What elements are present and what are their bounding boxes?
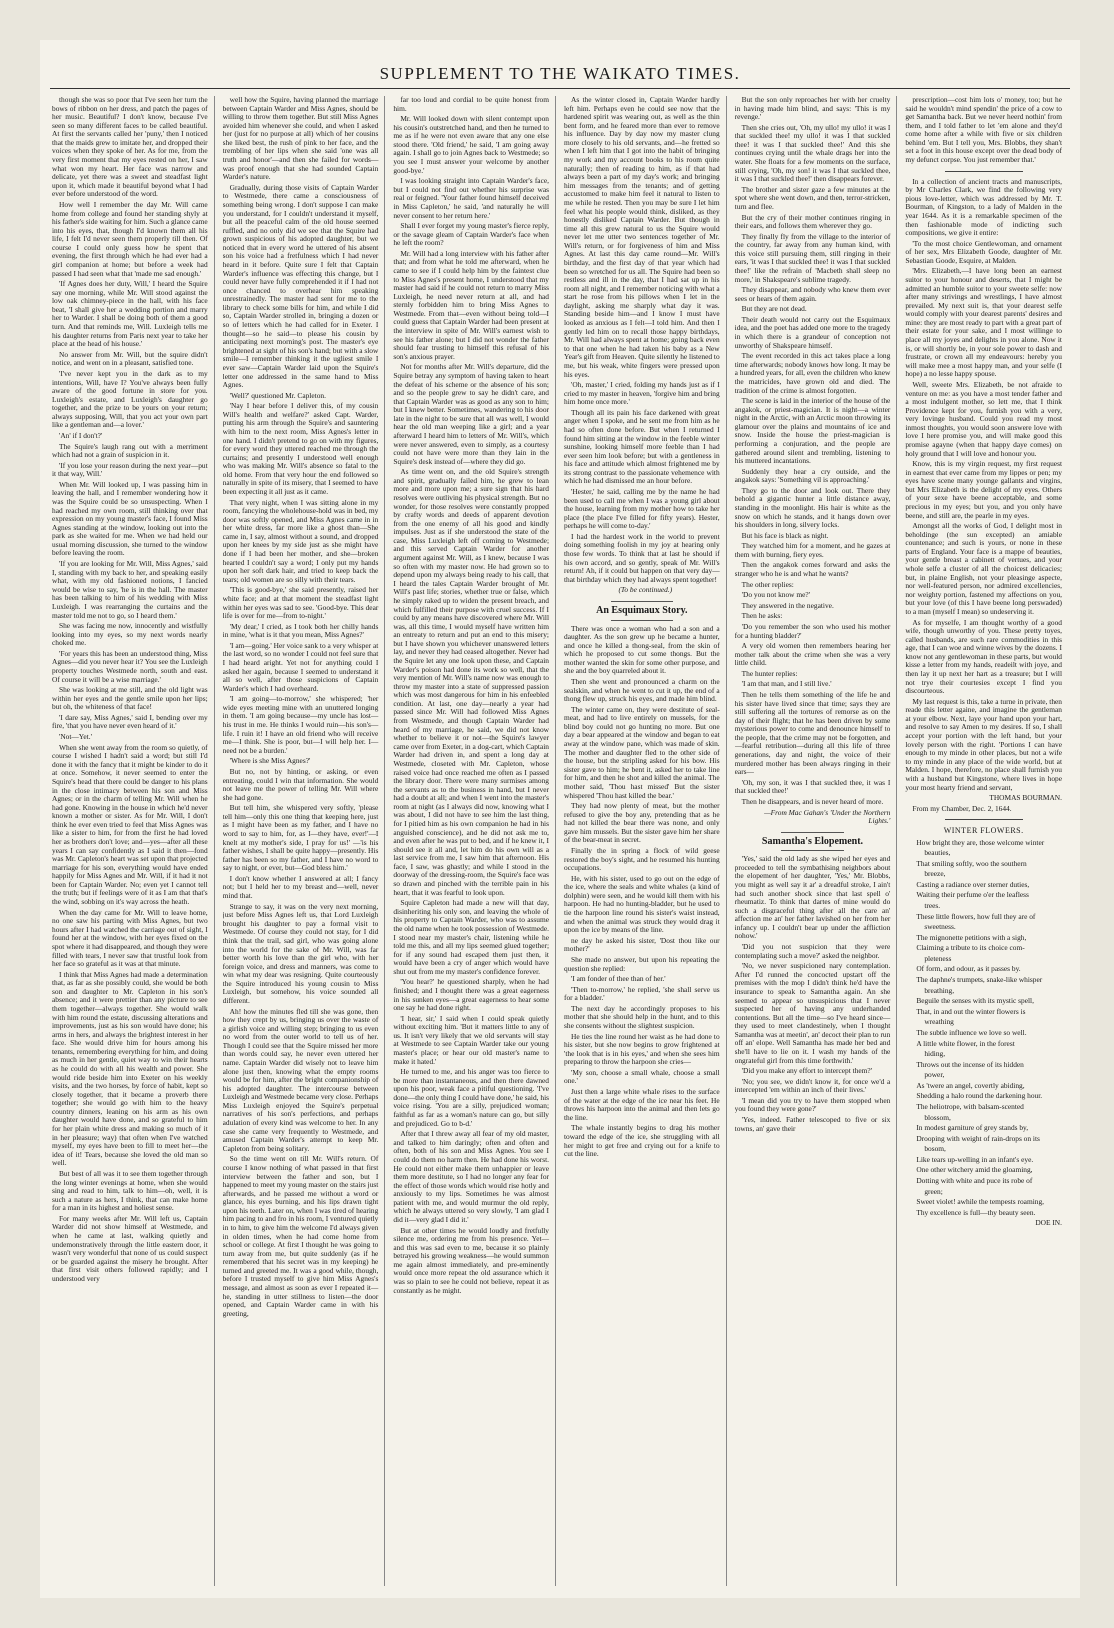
column-3 <box>393 96 556 1586</box>
paragraph: I was looking straight into Captain Warder's face, but I could not find out whether his surprise was real or feigned. 'Your father found himself deceived in Miss Capleton,' he said, 'and naturally he will never consent to her return here.' <box>393 176 549 220</box>
poem-line: That, in and out the winter flowers is <box>916 1006 1026 1016</box>
paragraph: I don't know whether I answered at all; I fancy not; but I held her to my breast and—well, never mind that. <box>222 873 379 901</box>
divider-rule <box>945 171 1023 172</box>
paragraph: 'Not—Yet.' <box>59 732 92 742</box>
paragraph: 'Do you not know me?' <box>741 590 811 600</box>
paragraph: 'I hear, sir,' I said when I could speak quietly without exciting him. 'But it matters little to any of us. It isn't very likely that we old servants will stay at Westmede to see Captain Warder take our young master's place; or hear our old master's name to make it hated.' <box>393 1013 549 1066</box>
poem-line: wreathing <box>924 1017 954 1027</box>
paragraph: Shall I ever forget my young master's fierce reply, or the savage gleam of Captain Warder's face when he left the room? <box>393 221 549 248</box>
paragraph: Suddenly they hear a cry outside, and the angakok says: 'Something vil is approaching.' <box>734 466 891 485</box>
paragraph: The brother and sister gaze a few minutes at the spot where she went down, and then, terror-stricken, turn and flee. <box>734 184 891 211</box>
poem-line: How bright they are, those welcome winter <box>916 837 1045 847</box>
paragraph: When she went away from the room so quietly, of course I wished I hadn't said a word; but still I'd done it with the fancy that it might be kinder to do it at once. Somehow, it never seemed to enter the Squire's head that there could be danger to his plans in the close intimacy between his son and Miss Agnes; or in the charm of telling Mr. Will when he had gone. Knowing in the house in which he'd never known a mother or sister. As for Mr. Will, I don't think he ever even tried to feel that Miss Agnes was like a sister to him, for from the first he had loved her as brothers don't love; and—yes—after all these years I can say confidently as I said it then—fond was Mr. Capleton's heart was set upon that projected marriage for his son, everything would have ended happily for Miss Agnes and Mr. Will, if it had it not been for Captain Warder. No; even yet I cannot tell the truth; but if feelings were of it as I am that that's the wind, sobbing on it's way across the heath. <box>52 742 208 907</box>
paragraph: 'My dear,' I cried, as I took both her chilly hands in mine, 'what is it that you mean, Miss Agnes?' <box>222 621 379 640</box>
paragraph: Then he asks: <box>741 611 783 621</box>
poem-line: Casting a radiance over sterner duties, <box>916 879 1030 889</box>
poem-line: Of form, and odour, as it passes by. <box>916 964 1021 974</box>
paragraph: But the son only reproaches her with her cruelty in having made him blind, and says: 'This is my revenge.' <box>734 96 891 122</box>
paragraph: But best of all was it to see them together through the long winter evenings at home, when she would sing and read to him, talk to him—oh, well, it is such a nature as hers, I think, that can make home for a man in its highest and holiest sense. <box>52 1168 208 1213</box>
paragraph: far too loud and cordial to be quite honest from him. <box>393 96 549 113</box>
paragraph: 'Then to-morrow,' he replied, 'she shall serve us for a bladder.' <box>564 984 720 1003</box>
paragraph: Then he tells them something of the life he and his sister have lived since that time; says they are still suffering all the tortures of remorse as on the day of their flight; that he has been driven by some mysterious power to come and denounce himself to the people, that the crime may not be forgotten, and—fearful retribution—during all this life of three generations, day and night, the voice of their murdered mother has been always ringing in their ears— <box>734 690 891 777</box>
poem-line: sweetness. <box>924 922 956 932</box>
paragraph: 'Yes, indeed. Father telescoped to five or six towns, an' gave their <box>734 1115 891 1133</box>
paragraph: They watched him for a moment, and he gazes at them with burning, fiery eyes. <box>734 541 891 559</box>
paragraph: But no, not by hinting, or asking, or even entreating, could I win that information. She would not leave me the power of telling Mr. Will where she had gone. <box>222 766 379 802</box>
poem-line: The mignonette petitions with a sigh, <box>916 932 1027 942</box>
paragraph: They go to the door and look out. There they behold a gigantic hunter a little distance away, standing in the moonlight. His hair is white as the snow on which he stands, and it hangs down over his shoulders in long, silvery locks. <box>734 485 891 530</box>
paragraph: But they are not dead. <box>741 304 807 314</box>
article-title: Samantha's Elopement. <box>735 832 891 852</box>
paragraph: Mr. Will looked down with silent contempt upon his cousin's outstretched hand, and then he turned to me as if he were not even aware that any one else stood there. 'Old friend,' he said, 'I am going away again. I shall go to join Agnes back to Westmede; so you see I must answer your welcome by another good-bye.' <box>393 114 549 175</box>
paragraph: As the winter closed in, Captain Warder hardly left him. Perhaps even he could see now that the hardened spirit was wearing out, as well as the thin bent form, and he feared more than ever to remove his influence. Day by day now my master clung more closely to his old servants, and—he fretted so when I left him that I got into the habit of bringing my work and my account books to his room quite naturally; then of reading to him, as if that had always been a part of my day's work; and bringing him messages from the tenants; and of getting accustomed to make him feel it natural to listen to me while he rested. Then you may be sure I let him feel what his people would think, disliked, as they honestly disliked Captain Warder. But though in time all this grew natural to us the Squire would never let me utter two sentences together of Mr. Will's return, or for forgiveness of him and Miss Agnes. At last this day came round—Mr. Will's birthday, and the first day of that year which had been so wretched for us all. The Squire had been so restless and ill in the day, that I had sat up in his room all night, and I remember noticing with what a start he rose from his pillows when I let in the daylight, asking me sharply what day it was. Standing beside him—and I know I must have looked as anxious as I felt—I told him. And then I gently led him on to recall those happy birthdays, Mr. Will had always spent at home; going back even to that one when he had taken his baby as a New Year's gift from Heaven. Quite silently he listened to me, but his weak, white fingers were pressed upon his eyes. <box>564 96 720 379</box>
poem-line: bosom, <box>924 1144 946 1154</box>
paragraph: 'Nay I hear before I deliver this, of my cousin Will's health and welfare?' asked Capt. Warder, putting his arm through the Squire's and sauntering with him to the next room, Miss Agnes's letter in one hand. I didn't pretend to go on with my figures, for every word they uttered reached me through the curtains; and presently I understood well enough who was making Mr. Will's absence so fatal to the old home. From that very hour the end followed so naturally in spite of its misery, that I seemed to have been expecting it all just as it came. <box>222 401 379 497</box>
paragraph: 'I am fonder of thee than of her.' <box>571 974 666 984</box>
paragraph: 'This is good-bye,' she said presently, raised her white face; and at that moment the steadfast light within her eyes was sad to see. 'Good-bye. This dear life is over for me—from to-night.' <box>222 585 379 621</box>
paragraph: They disappear, and nobody who knew them ever sees or hears of them again. <box>734 285 891 303</box>
column-6 <box>905 96 1068 1586</box>
poem-line: Claiming a tribute to its choice com- <box>916 943 1025 953</box>
paragraph: Though all its pain his face darkened with great anger when I spoke, and he sent me from him as he had so often done before. But when I returned I found him sitting at the window in the feeble winter sunshine, looking himself more feeble than I had ever seen him look before; but with a gentleness in his face and attitude which almost frightened me by its strong contrast to the passionate vehemence with which he had dismissed me an hour before. <box>564 407 720 486</box>
paragraph: 'For years this has been an understood thing, Miss Agnes—did you never hear it? You see the Luxleigh property touches Westmede north, south and east. Of course it will be a wise marriage.' <box>52 648 208 684</box>
poem-line: breeze, <box>924 869 946 879</box>
paragraph: A very old women then remembers hearing her mother talk about the crime when she was a very little child. <box>734 641 891 668</box>
poem-line: A little white flower, in the forest <box>916 1038 1015 1048</box>
letter-paragraph: My last request is this, take a turne in private, then reade this letter againe, and imagine the gentleman at your elbow. Next, laye your hand upon your hart, and resolve to say Amen to my desires. If so, I shall accept your portion with the left hand, but your lovely person with the right. 'Portions I can have enough to my minde in other places, but not a wife to my minde in any place of the wide world, but at Malden. I hope, therefore, no place shall furnish you with a husband but Kingstone, where lives in hope your most hearty friend and servant, <box>905 696 1062 792</box>
paragraph: But his face is black as night. <box>741 530 829 540</box>
poem-signature: DOE IN. <box>1035 1218 1062 1228</box>
paragraph: She made no answer, but upon his repeating the question she replied: <box>564 954 720 973</box>
poem-line: trees. <box>924 900 941 910</box>
paragraph: Not for months after Mr. Will's departure, did the Squire betray any symptom of having taken to heart the defeat of his scheme or the absence of his son; and so the people grew to say he didn't care, and that Captain Warder was as good as any son to him; but I knew better. Sometimes, wandering to his door late in the night to be sure that all was well, I would hear the old man weeping like a girl; and a year afterward I heard him to letters of Mr. Will's, which were never answered, even to simply, as a courtesy could not have were more than they lain in the Squire's desk instead of—where they did go. <box>393 362 549 466</box>
paragraph: The hunter replies: <box>741 668 798 678</box>
poem-line: Drooping with weight of rain-drops on its <box>916 1133 1040 1143</box>
paragraph: 'I am going—to-morrow,' she whispered; 'her wide eyes meeting mine with an unuttered longing in them. 'I am going because—my uncle has lost—his trust in me. He thinks I would ruin—his son's—life. I ruin it! I have an old friend who will receive me—I think. She is poor, but—I will help her. I—need not be a burden.' <box>222 694 379 755</box>
poem-line: Throws out the incense of its hidden <box>916 1059 1024 1069</box>
paragraph: Then he disappears, and is never heard of more. <box>741 796 884 806</box>
paragraph: 'Did you not suspicion that they were contemplating such a move?' asked the neighbor. <box>734 942 891 960</box>
columns <box>52 96 1068 1586</box>
paragraph: When Mr. Will looked up, I was passing him in leaving the hall, and I remember wondering how it was the Squire could be so unsuspecting. When I had reached my own room, still thinking over that expression on my young master's face, I found Miss Agnes standing at the window, looking out into the park as she waited for me. When we had held our usual morning discussion, she turned to the window before leaving the room. <box>52 479 208 558</box>
paragraph: 'No, we never suspicioned nary contemplation. After I'd runned the concocted upstart off the premises with the mop I didn't think he'd have the insurance to speak to Samantha again. An she seemed to appear so unsuspicious that I never suspected her of having any underhanded contentions. But all the time—so I've heard since—they used to meet clandestinely, when I thought Samantha was at meetin', an' decoct their plan to run off an' elope. Well Samantha has made her bed and she'll have to lie on it. I wash my hands of the ongrateful girl from this time forthwith.' <box>734 961 891 1065</box>
letter-dateline: From my Chamber, Dec. 2, 1644. <box>912 803 1012 813</box>
paragraph: How well I remember the day Mr. Will came home from college and found her standing shyly at his father's side waiting for him. Such a glance came into his eyes, that, though I'd known them all his life, I felt I'd never seen them properly till then. Of course I could only guess how he spent that evening, the first through which he had ever had a girl companion at home; but before a week had passed I had seen what that 'made me sad enough.' <box>52 199 208 278</box>
paragraph: No answer from Mr. Will, but the squire didn't notice, and went on in a pleasant, satisfied tone. <box>52 349 208 368</box>
paragraph: They answered in the negative. <box>741 600 834 610</box>
poem-line: The heliotrope, with balsam-scented <box>916 1101 1024 1111</box>
poem-line: In modest garniture of grey stands by, <box>916 1123 1029 1133</box>
paragraph: Gradually, during those visits of Captain Warder to Westmede, there came a consciousness of something being wrong. I don't suppose I can make you understand, for I couldn't understand it myself, but all the peaceful calm of the old house seemed ruffled, and no only did we see that the Squire had grown suspicious of his adopted daughter, but we noticed that in every word he uttered of his absent son his voice had a fretfulness which I had never heard in it before. Quite sure I felt that Captain Warder's influence was effecting this change, but I could never have fully comprehended it if I had not once chanced to overhear him speaking unrestrainedly. The master had sent for me to the library to check some bills for him, and while I did so, Captain Warder strolled in, bringing a dozen or so of letters which he had called for in Exeter. I thought—so he said—to please his cousin by anticipating next morning's post. The master's eye brightened at sight of his son's hand; but with a slow smile—I remember thinking it the ugliest smile I ever saw—Captain Warder laid upon the Squire's letter one addressed in the same hand to Miss Agnes. <box>222 182 379 390</box>
paragraph: Then she went and pronounced a charm on the sealskin, and when he went to cut it up, the end of a thong flew up, struck his eyes, and made him blind. <box>564 677 720 704</box>
paragraph: ne day he asked his sister, 'Dost thou like our mother?' <box>564 935 720 954</box>
poem-line: blossom, <box>924 1112 951 1122</box>
column-1 <box>52 96 215 1586</box>
paragraph: The Squire's laugh rang out with a merriment which had not a grain of suspicion in it. <box>52 441 208 460</box>
paragraph: 'Hester,' he said, calling me by the name he had been used to call me when I was a young girl about the house, learning from my mother how to take her place (the place I've filled for fifty years). Hester, perhaps he will come to-day.' <box>564 487 720 531</box>
poem-line: Shedding a halo round the darkening hour. <box>916 1091 1043 1101</box>
paragraph: 'Yes,' said the old lady as she wiped her eyes and proceeded to tell the symbathising neighbors about the elopement of her daughter, 'Yes,' Mr. Blobbs, you might as well say it ar' a dreadful stroke, I ain't had such another shock since that last spell o' rheumatiz. To think that dartes of mine would do such a disgraceful thing after all the care an' affection me an' her father lavished on her from her infancy up. I couldn't bear up under the affliction nohow.' <box>734 854 891 941</box>
letter-paragraph: Amongst all the works of God, I delight most in beholdinge (the sun excepted) an amiable countenance; and such is yours, or none in these parts of England. Your face is a mappe of beauties, your gentle breast a cabinett of vertues, and your whole selfe a cluster of all the choicest delicacies; but, in plaine English, not your pleasinge aspecte, nor well-featured person, nor admired excellencies, nor weighty portion, fastened my affections on you, but your love (of this I have beene long perswaded) to a man (myself I mean) so undeserving it. <box>905 521 1062 616</box>
paragraph: 'I dare say, Miss Agnes,' said I, bending over my fire, 'that you have never even heard of it.' <box>52 712 208 731</box>
poem-line: breathing, <box>924 985 955 995</box>
paragraph: Strange to say, it was on the very next morning, just before Miss Agnes left us, that Lord Luxleigh brought his daughter to pay a formal visit to Westmede. Of course they could not stay, for I did think that the trail, sad girl, who was going alone into the world for the sake of Mr. Will, was far better worth his love than the girl who, with her foreign voice, and dress and manners, was come to win what my dear was resigning. Quite courteously the Squire introduced his young cousin to Miss Luxleigh, but somehow, his voice sounded all different. <box>222 901 379 1005</box>
paragraph: So the time went on till Mr. Will's return. Of course I know nothing of what passed in that first interview between the father and son, but I happened to meet my young master on the stairs just afterwards, and he passed me without a word or glance, his eyes burning, and his lips drawn tight upon his teeth. Later on, when I was tired of hearing him pacing to and fro in his room, I ventured quietly in to him, to give him the welcome I'd always given in olden times, when he had come home from school or college. At first I thought he was going to turn away from me, but quite suddenly (as if he remembered that his secret was in my keeping) he turned and greeted me. It was a good while, though, before I trusted myself to give him Miss Agnes's message, and almost as soon as ever I repeated it—he, standing in utter stillness to listen—the door opened, and Captain Warder came in with his greeting, <box>222 1154 379 1318</box>
paragraph: After that I threw away all fear of my old master, and talked to him daringly; often and often and often, both of his son and Miss Agnes. You see I could do them no harm then. He had done his worst. He could not either make them unhappier or leave them more destitute, so I had no longer any fear for the effect of those words which would rise hotly and anxiously to my lips. Sometimes he was almost patient with me, and would murmur the old reply, which he always uttered so very slowly, 'I am glad I did it—very glad I did it.' <box>393 1129 549 1224</box>
poem-line: Sweet violet! awhile the tempests roaming, <box>916 1197 1044 1207</box>
paragraph: They finally fly from the village to the interior of the country, far away from any human kind, with this voice still pursuing them, still ringing in their ears, 'it was I that suckled thee! it was I that suckled thee!' like the refrain of 'Macbeth shall sleep no more,' in Shakspeare's sublime tragedy. <box>734 231 891 284</box>
masthead: SUPPLEMENT TO THE WAIKATO TIMES. <box>379 64 741 83</box>
paragraph: The whale instantly begins to drag his mother toward the edge of the ice, she struggling with all her might to get free and crying out for a knife to cut the line. <box>564 1123 720 1159</box>
paragraph: She was facing me now, innocently and wistfully looking into my eyes, so my next words nearly choked me. <box>52 621 208 648</box>
paragraph: He ties the line round her waist as he had done to his sister, but she now begins to grow frightened at 'the look that is in his eyes,' and when she sees him preparing to throw the harpoon she cries— <box>564 1031 720 1067</box>
paragraph: Finally the in spring a flock of wild geese restored the boy's sight, and he resumed his hunting occupations. <box>564 846 720 873</box>
paragraph: Ah! how the minutes fled till she was gone, then how they crept by us, bringing us over the waste of a girlish voice and willing step; bringing to us even no word from the outer world to tell us of her. Though I could see that the Squire missed her more than words could say, he never even uttered her name. Captain Warder did wisely not to leave him alone just then, knowing what the empty rooms would be for him, after the bright companionship of his adopted daughter. The intercourse between Luxleigh and Westmede became very close. Perhaps Miss Luxleigh enjoyed the Squire's perpetual narratives of his son's perfections, and perhaps adulation of every kind was welcome to her. In any case she came very frequently to Westmede, and amused Captain Warder's attempt to keep Mr. Capleton from being solitary. <box>222 1006 379 1153</box>
poem-line: Dotting with white and puce its robe of <box>916 1176 1033 1186</box>
paragraph: 'I am—going.' Her voice sank to a very whisper at the last word, so no wonder I could not feel sure that I had heard aright. Yet not for anything could I asked her again, because I seemed to understand it all so well, after those suspicions of Captain Warder's which I had overheard. <box>222 640 379 693</box>
poem-line: Beguile the senses with its mystic spell, <box>916 996 1034 1006</box>
paragraph: 'No; you see, we didn't know it, for once we'd a intercepted 'em within an inch of their lives.' <box>734 1076 891 1095</box>
paragraph: 'If Agnes does her duty, Will,' I heard the Squire say one morning, while Mr. Will stood against the low oak chimney-piece in the hall, with his face beat, 'I shall give her a wedding portion and marry her to Warder. I shall be doing both of them a good turn. And that reminds me, Will. Luxleigh tells me his daughter returns from Paris next year to take her place at the head of his house.' <box>52 279 208 349</box>
paragraph: The scene is laid in the interior of the house of the angakok, or priest-magician. It is night—a winter night in the Arctic, with an Arctic moon throwing its glamour over the plains and mountains of ice and snow. Inside the house the priest-magician is performing a conjuration, and the people are gathered around silent and trembling, listening to his muttered incantations. <box>734 396 891 466</box>
poem-line: One other witchery amid the gloaming, <box>916 1165 1033 1175</box>
paragraph: 'Do you remember the son who used his mother for a hunting bladder?' <box>734 621 891 640</box>
letter-paragraph: As for myselfe, I am thought worthy of a good wife, though unworthy of you. These pretty toyes, called husbands, are such rare commodities in this age, that I can woe and winne wives by the dozens. I know not any gentlewoman in these parts, but would kisse a letter from my hands, readeilt with joye, and then lay it up next her hart as a treasure; but I will not trye their courtesies except I find you discourteous. <box>905 617 1062 696</box>
paragraph: Then the angakok comes forward and asks the stranger who he is and what he wants? <box>734 560 891 579</box>
poem-line: Thy excellence is full—thy beauty seen. <box>916 1207 1036 1217</box>
poem-line: hiding, <box>924 1049 946 1059</box>
paragraph: prescription—cost him lots o' money, too; but he said he wouldn't mind spendin' the price of a cow to get Samantha back. But we never heerd nothin' from them, and I told father to let 'em alone and they'd come home after a while with five or six children behind 'em. But I tell you, Mrs. Blobbs, they shan't set a foot in this house except over the dead body of my defunct corpse. You just remember that.' <box>905 96 1062 165</box>
paragraph: He, with his sister, used to go out on the edge of the ice, where the seals and white whales (a kind of dolphin) were seen, and he would kill them with his harpoon. He had no hunting-bladder, but he used to tie the harpoon line round his sister's waist instead, and when the animal was struck they would drag it upon the ice by means of the line. <box>564 873 720 935</box>
poem-line: power, <box>924 1070 945 1080</box>
paragraph: 'Oh, my son, it was I that suckled thee, it was I that suckled thee!' <box>734 777 891 796</box>
paragraph: 'Did you make any effort to intercept them?' <box>741 1066 873 1076</box>
paragraph: Their death would not carry out the Esquimaux idea, and the poet has added one more to the tragedy in which there is a grandeur of conception not unworthy of Shakspeare himself. <box>734 314 891 350</box>
paragraph: For many weeks after Mr. Will left us, Captain Warder did not show himself at Westmede, and when he came at last, walking quietly and undemonstratively through the little eastern door, it wasn't very wonderful that none of us could suspect or be guarded against the misery he brought. After that first visit others followed rapidly; and I understood very <box>52 1213 208 1283</box>
letter-salutation: 'To the most choice Gentlewoman, and ornament of her sex, Mrs Elizabeth Goode, daughter of Mr. Sebastian Goode, Esquire, at Malden. <box>905 238 1062 265</box>
attribution: —From Mac Gahan's 'Under the Northern Lights.' <box>764 807 891 826</box>
poem-line: As 'twere an angel, covertly abiding, <box>916 1080 1025 1090</box>
paragraph: But the cry of their mother continues ringing in their ears, and follows them wherever they go. <box>734 212 891 231</box>
continued-note: (To be continued.) <box>618 585 673 595</box>
paragraph: He turned to me, and his anger was too fierce to be more than instantaneous, and then there dawned upon his poor, weak face a pitiful questioning. 'I've done—the only thing I could have done,' he said, his voice rising. 'You are a silly, prejudiced woman; faithful as far as a woman's nature can go, but silly and prejudiced. Go to b-d.' <box>393 1067 549 1128</box>
paragraph: But tell him, she whispered very softly, 'please tell him—only this one thing that keeping here, just as I might have been as my father, and I have no word to say to him, for, as I—they have, ever!'—I knelt at my mother's side, I pray for us!' —'is his father wishes, I shall be quite happy—presently. His father has been so my father, and I have no word to say to night, or ever, but—God bless him.' <box>222 803 379 873</box>
poem-line: The daphne's trumpets, snake-like whisper <box>916 975 1043 985</box>
letter-paragraph: 'Mrs. Elizabeth,—I have long been an earnest suitor to your honour and deserts, that I might be admitted an humble suitor to your sweete selfe: now after many strivings and wrestlings, I have almost prevailed. My next suit is, that your dearest selfe would comply with your dearest parents' desires and mine: they are most ready to part with a great part of their estate for your sake, and I most willinge to place all my joyes and delights in you alone. Now it is, or will shortly be, in your sole power to dash and frustrate, or crown all my endeavours: hereby you will make mee a most happy man, and your selfe (I hope) a no lesse happy spouse. <box>905 266 1062 379</box>
paragraph: I had the hardest work in the world to prevent doing something foolish in my joy at hearing only those few words. To think that at last he should if his own accord, and so gently, speak of Mr. Will's return! Ah, if it could but happen on that very day—that birthday which they had always spent together! <box>564 531 720 584</box>
poem-line: Waiting their perfume o'er the leafless <box>916 890 1029 900</box>
paragraph: She was looking at me still, and the old light was within her eyes and the gentle smile upon her lips; but oh, the whiteness of that face! <box>52 685 208 712</box>
paragraph: The next day he accordingly proposes to his mother that she should help in the hunt, and to this she consents without the slightest suspicion. <box>564 1003 720 1030</box>
poem-line: Like tears up-welling in an infant's eye. <box>916 1154 1034 1164</box>
paragraph: When the day came for Mr. Will to leave home, no one saw his parting with Miss Agnes, but two hours after I had watched the carriage out of sight, I found her at the window, with her eyes fixed on the spot where it had disappeared, and though they were filled with tears, I never saw that trustful look from her face so grateful as it was at that minute. <box>52 907 208 969</box>
letter-paragraph: Know, this is my virgin request, my first request in earnest that ever came from my lippes or pen; my eyes have scene many younge gallants and virgins, but Mrs Elizabeth is the delight of my eyes. Others of your sexe have beene acceptable, and some precious in my eyes; but you, and you only have beene, and still are, the pearle in my eyes. <box>905 459 1062 520</box>
letter-signature: THOMAS BOURMAN. <box>989 793 1062 803</box>
poem-line: pleteness <box>924 953 952 963</box>
paragraph: That very night, when I was sitting alone in my room, fancying the wholehouse-hold was in bed, my door was softly opened, and Miss Agnes came in in her white dress, far more like a ghost than—She came in, I say, almost without a sound, and dropped upon her knees by my side just as she might have done if I had been her mother, and she—broken hearted I couldn't say a word; I only put my hands upon her soft dark hair, and tried to keep back the tears; old women are so silly with their tears. <box>222 497 379 584</box>
paragraph: The other replies: <box>741 579 794 589</box>
masthead-rule <box>50 88 1070 89</box>
paragraph: Mr. Will had a long interview with his father after that; and from what he told me afterward, when he came to see if I could help him by the faintest clue to Miss Agnes's present home, I understood that my master had said if he could not return to marry Miss Luxleigh, he need never return at all, and had sternly forbidden him to bring Miss Agnes to Westmede. From that—even without being told—I could guess that Captain Warder had been present at the interview in spite of Mr. Will's earnest wish to see his father alone; but I did not wonder the father should fear trusting to himself this refusal of his son's anxious prayer. <box>393 248 549 361</box>
paragraph: There was once a woman who had a son and a daughter. As the son grew up he became a hunter, and once he killed a thong-seal, from the skin of which he proposed to cut some thongs. But the mother wanted the skin for some other purpose, and she and the boy quarreled about it. <box>564 623 720 676</box>
paragraph: 'I am that man, and I still live.' <box>741 679 832 689</box>
paragraph: though she was so poor that I've seen her turn the bows of ribbon on her dress, and patch the pages of her music. Beautiful? I don't know, because I've seen so many different faces to be called beautiful. At first the servants called her 'puny,' then I noticed that the maids grew to imitate her, and dropped their voices when they spoke of her. As for me, from the very first moment that my eyes rested on her, I saw what won my heart. Her face was narrow and delicate, yet there was a sweet and steadfast light upon it, which made it beautiful beyond what I had ever before understood of the word. <box>52 96 208 199</box>
poem-title: WINTER FLOWERS. <box>943 826 1024 836</box>
paragraph: 'I mean did you try to have them stopped when you found they were gone?' <box>734 1095 891 1114</box>
paragraph: Squire Capleton had made a new will that day, disinheriting his only son, and leaving the whole of his property to Captain Warder, who was to assume the old name when he took possession of Westmede. I stood near my master's chair, listening while he told me this, and all my lips seemed glued together; for if any sound had escaped them just then, it would have been a cry of anger which would have shut out from me my master's confidence forever. <box>393 898 549 976</box>
paragraph: They had now plenty of meat, but the mother refused to give the boy any, pretending that as he had not killed the bear there was none, and only gave him mussels. But the sister gave him her share of the bear-meat in secret. <box>564 801 720 845</box>
paragraph: 'You hear?' he questioned sharply, when he had finished; and I thought there was a great eagerness in his sunken eyes—a great eagerness to hear some one say he had done right. <box>393 977 549 1013</box>
paragraph: 'Where is she Miss Agnes?' <box>229 756 311 766</box>
paragraph: As time went on, and the old Squire's strength and spirit, gradually failed him, he grew to lean more and more upon me; a sure sign that his hard resolves were outliving his physical strength. But no wonder, for those resolves were constantly propped by crafty words and deeds of apparent devotion from the one enemy of all his good and kindly impulses. Just as if she understood the state of the case, Miss Luxleigh left off coming to Westmede; and this served Captain Warder for another argument against Mr. Will, as I knew, because I was so often with my master now. He had grown so to depend upon my always being ready to his call, that I heard the tales Captain Warder brought of Mr. Will's past life; stories, whether true or false, which he simply raked up to widen the present breach, and which fulfilled their purpose with cruel success. If I could by any means have discovered where Mr. Will was, all this time, I would myself have written him an entreaty to return and put an end to this misery; but I have shown you whichever unanswered letters lay, and never they had ceased altogether. Never had the Squire let any one look upon these, and Captain Warder's poison had done its work so well, that the very mention of Mr. Will's name now was enough to throw my master into a state of suppressed passion which was most dangerous for him in his enfeebled condition. At last, one day—nearly a year had passed since Mr. Will had followed Miss Agnes from Westmede, and though Captain Warder had heard of my marriage, he said, we did not know whether to believe it or not—the Squire's lawyer came over from Exeter, in a dog-cart, which Captain Warder had driven in, and spent a long day at Westmede, closeted with Mr. Capleton, whose raised voice had once reached me often as I passed the library door. There were many surmises among the servants as to the business in hand, but I never had a doubt at all; and when I went into the master's room at night (as I always did now, knowing what I was about, I did not have to see him the last thing, for I pitied him as his own companion he had in his anguished conscience), and he did not ask me to, and even after he was put to bed, and if he knew it, I should see it all and, let him do his own will as a last service from me, I saw him that afternoon. His face, I saw, was ghastly; and while I stood in the doorway of the dressing-room, the Squire's face was so drawn and pinched with the terrible pain in his heart, that it was fearful to look upon. <box>393 467 549 897</box>
letter-paragraph: Well, sweete Mrs. Elizabeth, be not afraide to venture on me: as you have a most tender father and a most indulgent mother, so lett me, that I think Providence kept for you, furnish you with a very, very lovinge husband. Could you read my most inmost thoughts, you would soon answere love with love I here promise you, and will make good this promise agayne (when that happy daye comes) on holy ground that I will love and honour you. <box>905 379 1062 458</box>
paragraph: The event recorded in this act takes place a long time afterwards; nobody knows how long. It may be a hundred years, for all, even the children who knew the matricides, have grown old and died. The tradition of the crime is almost forgotten. <box>734 351 891 395</box>
paragraph: Then she cries out, 'Oh, my ullo! my ullo! it was I that suckled thee! my ullo! it was I that suckled thee! it was I that suckled thee!' And this she continues crying until the whale drags her into the water. She floats for a few moments on the surface, still crying, 'Oh, my son! it was I that suckled thee, it was I that suckled thee!' then disappears forever. <box>734 122 891 184</box>
intro-paragraph: In a collection of ancient tracts and manuscripts, by Mr Charles Clark, we find the following very pious love-letter, which was addressed by Mr. T. Bourman, of Kingston, to a lady of Malden in the year 1644. As it is a remarkable specimen of the then fashionable mode of indicting such compositions, we give it entire: <box>905 176 1062 238</box>
column-2 <box>223 96 386 1586</box>
paragraph: 'I've never kept you in the dark as to my intentions, Will, have I? You've always been fully aware of the good fortune in store for you. Luxleigh's estate, and Luxleigh's daughter go together, and the prize to be yours on your return; always supposing, Will, that you act your own part like a gentleman and—a lover.' <box>52 368 208 430</box>
paragraph: 'If you are looking for Mr. Will, Miss Agnes,' said I, standing with my back to her, and speaking easily what, with my old fashioned notions, I fancied would be wise to say, 'he is in the hall. The master has been talking to him of his wedding with Miss Luxleigh. I was rearranging the curtains and the master told me not to go, so I heard them.' <box>52 559 208 620</box>
paragraph: But at other times he would loudly and fretfully silence me, ordering me from his presence. Yet—and this was sad even to me, because it so plainly betrayed his growing weakness—he would summon me again almost immediately, and pre-eminently would once more repeat the old assurance which it was so plain to see he could not believe, repeat it as constantly as he might. <box>393 1225 549 1295</box>
divider-rule <box>945 819 1023 820</box>
paragraph: 'Oh, master,' I cried, folding my hands just as if I cried to my master in heaven, 'forgive him and bring him home once more.' <box>564 380 720 407</box>
paragraph: 'Well?' questioned Mr. Capleton. <box>229 390 326 400</box>
paragraph: 'An' if I don't?' <box>59 430 103 440</box>
poem-line: beauties, <box>924 848 951 858</box>
poem-line: The subtle influence we love so well. <box>916 1027 1027 1037</box>
poem-line: These little flowers, how full they are of <box>916 911 1036 921</box>
column-4 <box>564 96 727 1586</box>
poem-line: green; <box>924 1186 943 1196</box>
paragraph: Just then a large white whale rises to the surface of the water at the edge of the ice near his feet. He throws his harpoon into the animal and then lets go the line. <box>564 1087 720 1122</box>
paragraph: 'My son, choose a small whale, choose a small one.' <box>564 1067 720 1086</box>
paragraph: The winter came on, they were destitute of seal-meat, and had to live entirely on mussels, for the blind boy could not go hunting no more. But one day a bear appeared at the window and began to eat away at the window pane, which was made of skin. The mother and daughter fled to the other side of the house, but the stripling asked for his bow. His sister gave to him; he bent it, asked her to take line for him, and then he shot and killed the animal. The mother said, 'Thou hast missed' But the sister whispered 'Thou hast killed the bear.' <box>564 704 720 800</box>
paragraph: well how the Squire, having planned the marriage between Captain Warder and Miss Agnes, should be willing to throw them together. But still Miss Agnes avoided him whenever she could, and when I asked her (just for no purpose at all) which of her cousins she liked best, the rush of pink to her face, and the trembling of her lips when she said 'one was all truth and honor'—and then she failed for words—was proof enough that she had sounded Captain Warder's nature. <box>222 96 379 182</box>
column-5 <box>735 96 898 1586</box>
paragraph: I think that Miss Agnes had made a determination that, as far as she possibly could, she would be both son and daughter to Mr. Capleton in his son's absence; and it were prettier than any picture to see them together—always together. She would walk with him round the estate, discussing alterations and improvements, just as his son would have done; his arms in hers, and always the brightest interest in her face. She would drive him for hours among his tenants, remembering everything for him, and doing as much in her gentle, quiet way to win their hearts as he could do with all his wealth and power. She would ride beside him into Exeter on his weekly visits, and the two horses, by force of habit, kept so closely together, that it became a proverb there together; she would go with him to the heavy country dinners, leaning on his arm as his own daughter would have done, and so grateful to him for her plain white dress and making so much of it in her pleasure; way) that often when I've watched myself, my eyes have been to fill to meet her—the idea of it! Tears, because she loved the old man so well. <box>52 969 208 1168</box>
paragraph: 'If you lose your reason during the next year—put it that way, Will.' <box>52 460 208 479</box>
poem-line: That smiling softly, woo the southern <box>916 858 1027 868</box>
newspaper-page <box>40 40 1080 1598</box>
article-title: An Esquimaux Story. <box>564 601 720 621</box>
